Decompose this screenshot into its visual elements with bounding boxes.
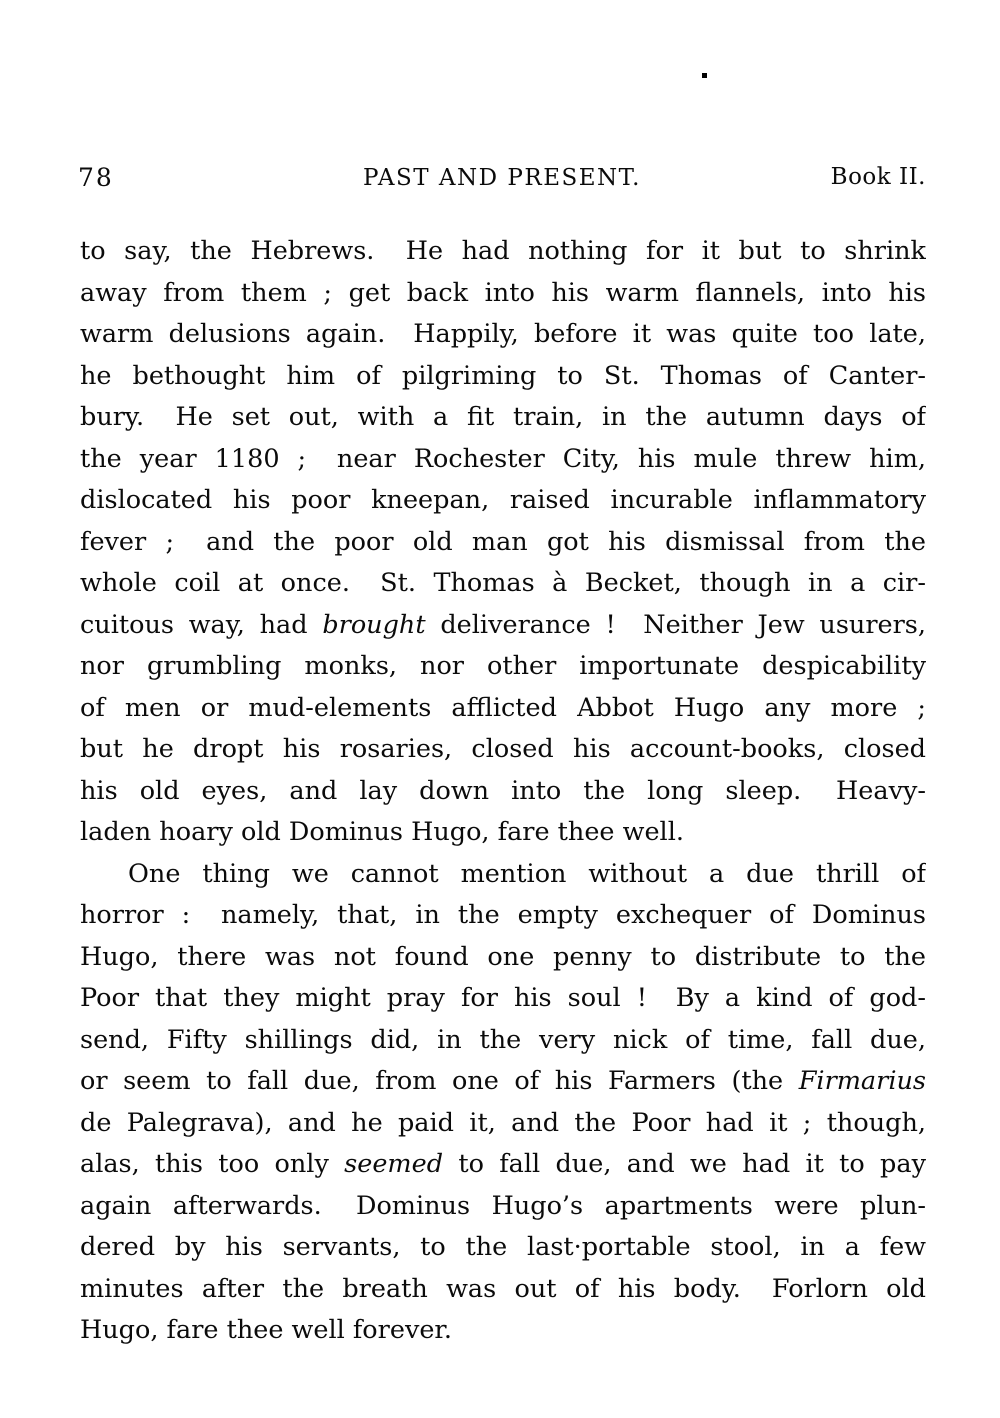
text-line [80, 812, 926, 854]
text-segment: bury. He set out, with a fit train, in the autumn days of [80, 402, 926, 432]
text-line [80, 314, 926, 356]
text-segment: Hugo, fare thee well forever. [80, 1315, 452, 1345]
text-segment: cuitous way, had [80, 609, 323, 640]
text-segment: away from them ; get back into his warm flannels, into his [80, 277, 926, 308]
text-segment: to say, the Hebrews. He had nothing for it but to shrink [80, 236, 926, 266]
text-line [80, 439, 926, 481]
text-line [80, 771, 926, 813]
text-segment: of men or mud-elements afflicted Abbot Hugo any more ; [80, 692, 926, 723]
text-segment: he bethought him of pilgriming to St. Thomas of Canter- [80, 360, 926, 391]
page-number: 78 [78, 163, 114, 192]
text-segment: his old eyes, and lay down into the long sleep. Heavy- [80, 775, 926, 806]
text-line [80, 563, 926, 605]
text-line [80, 978, 926, 1020]
italic-text: Firmarius [798, 1066, 926, 1096]
text-line [80, 1186, 926, 1228]
text-line [80, 1227, 926, 1269]
text-line [80, 273, 926, 315]
text-segment: to fall due, and we had it to pay [443, 1149, 926, 1179]
text-line [80, 1144, 926, 1186]
text-segment: again afterwards. Dominus Hugo’s apartments were plun- [80, 1190, 926, 1221]
text-segment: fever ; and the poor old man got his dismissal from the [80, 526, 926, 557]
text-block [80, 231, 926, 1352]
book-label: Book II. [830, 164, 926, 190]
text-line [80, 356, 926, 398]
italic-text: brought [322, 609, 426, 640]
text-segment: but he dropt his rosaries, closed his account-books, closed [80, 734, 926, 764]
running-header [78, 161, 926, 195]
ink-speck [702, 73, 707, 78]
text-line [80, 605, 926, 647]
text-line [80, 688, 926, 730]
text-segment: alas, this too only [80, 1149, 345, 1179]
text-segment: deliverance ! Neither Jew usurers, [425, 609, 926, 640]
text-segment: de Palegrava), and he paid it, and the Poor had it ; though, [80, 1107, 926, 1138]
text-line [80, 397, 926, 439]
text-segment: Hugo, there was not found one penny to distribute to the [80, 941, 926, 972]
text-line [80, 480, 926, 522]
text-segment: One thing we cannot mention without a due thrill of [128, 858, 926, 889]
text-line [80, 522, 926, 564]
text-segment: laden hoary old Dominus Hugo, fare thee well. [80, 817, 684, 847]
text-segment: horror : namely, that, in the empty exchequer of Dominus [80, 900, 926, 930]
paragraph [80, 231, 926, 854]
text-line [80, 854, 926, 896]
running-title: PAST AND PRESENT. [363, 165, 641, 191]
text-segment: dislocated his poor kneepan, raised incurable inflammatory [80, 485, 926, 515]
text-segment: warm delusions again. Happily, before it was quite too late, [80, 319, 926, 349]
text-line [80, 1310, 926, 1352]
text-segment: nor grumbling monks, nor other importunate despicability [80, 651, 926, 681]
text-line [80, 1020, 926, 1062]
text-line [80, 1061, 926, 1103]
italic-text: seemed [344, 1149, 444, 1179]
text-line [80, 729, 926, 771]
text-line [80, 937, 926, 979]
text-line [80, 646, 926, 688]
text-line [80, 1103, 926, 1145]
text-segment: dered by his servants, to the last·portable stool, in a few [80, 1232, 926, 1262]
paragraph [80, 854, 926, 1352]
text-line [80, 231, 926, 273]
text-segment: whole coil at once. St. Thomas à Becket, though in a cir- [80, 568, 926, 598]
text-segment: the year 1180 ; near Rochester City, his mule threw him, [80, 443, 926, 474]
text-line [80, 1269, 926, 1311]
text-segment: minutes after the breath was out of his body. Forlorn old [80, 1273, 926, 1304]
text-line [80, 895, 926, 937]
text-segment: send, Fifty shillings did, in the very nick of time, fall due, [80, 1024, 926, 1055]
text-segment: Poor that they might pray for his soul ! By a kind of god- [80, 983, 926, 1013]
text-segment: or seem to fall due, from one of his Farmers (the [80, 1066, 799, 1096]
